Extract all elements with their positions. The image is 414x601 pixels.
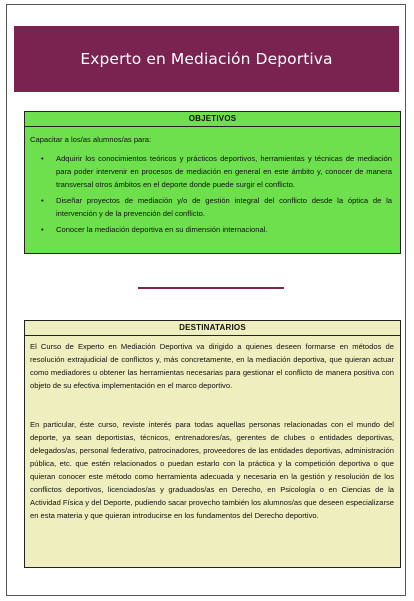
page-title: Experto en Mediación Deportiva [80, 50, 333, 68]
list-item [41, 152, 392, 191]
objetivos-header: OBJETIVOS [25, 112, 400, 127]
list-item-text: Conocer la mediación deportiva en su dimensión internacional. [56, 225, 268, 234]
list-item [41, 194, 392, 220]
objetivos-body [25, 127, 400, 243]
bullet-icon: • [41, 225, 44, 234]
destinatarios-paragraph-1: El Curso de Experto en Mediación Deportiva va dirigido a quienes deseen formarse en métodos de resolución extrajudicial de conflictos y, más concretamente, en la mediación deportiva, que quieran actuar como mediadores u obtener las herramientas necesarias para gestionar el conflicto de manera positiva con objeto de su efectiva implementación en el marco deportivo. [30, 342, 394, 390]
destinatarios-body [25, 336, 400, 526]
destinatarios-box [24, 320, 401, 568]
destinatarios-paragraph-2: En particular, éste curso, reviste interés para todas aquellas personas relacionadas con el mundo del deporte, ya sean deportistas, técnicos, entrenadores/as, gerentes de clubes o entidades deportivas, delegados/as, personal federativo, patrocinadores, proveedores de las entidades deportivas, administración pública, etc. que estén relacionados o puedan estarlo con la práctica y la competición deportiva o que quieran conocer este método como herramienta adecuada y necesaria en la gestión y resolución de los conflictos deportivos, licenciados/as y graduados/as en Derecho, en Psicología o en Ciencias de la Actividad Física y del Deporte, pudiendo sacar provecho también los alumnos/as que deseen especializarse en esta materia y que quieran introducirse en los fundamentos del Derecho deportivo. [30, 420, 394, 520]
objetivos-intro: Capacitar a los/as alumnos/as para: [30, 135, 152, 144]
title-banner [14, 26, 399, 92]
list-item [41, 223, 392, 236]
section-divider [138, 287, 284, 289]
list-item-text: Diseñar proyectos de mediación y/o de gestión integral del conflicto desde la óptica de la intervención y de la prevención del conflicto. [56, 196, 392, 218]
objetivos-box [24, 111, 401, 254]
objetivos-list [30, 152, 392, 236]
list-item-text: Adquirir los conocimientos teóricos y prácticos deportivos, herramientas y técnicas de mediación para poder intervenir en procesos de mediación en general en este ámbito y, conocer de manera transversal otros ámbitos en el deporte donde puede surgir el conflicto. [56, 154, 392, 189]
destinatarios-header: DESTINATARIOS [25, 321, 400, 336]
bullet-icon: • [41, 196, 44, 205]
bullet-icon: • [41, 154, 44, 163]
